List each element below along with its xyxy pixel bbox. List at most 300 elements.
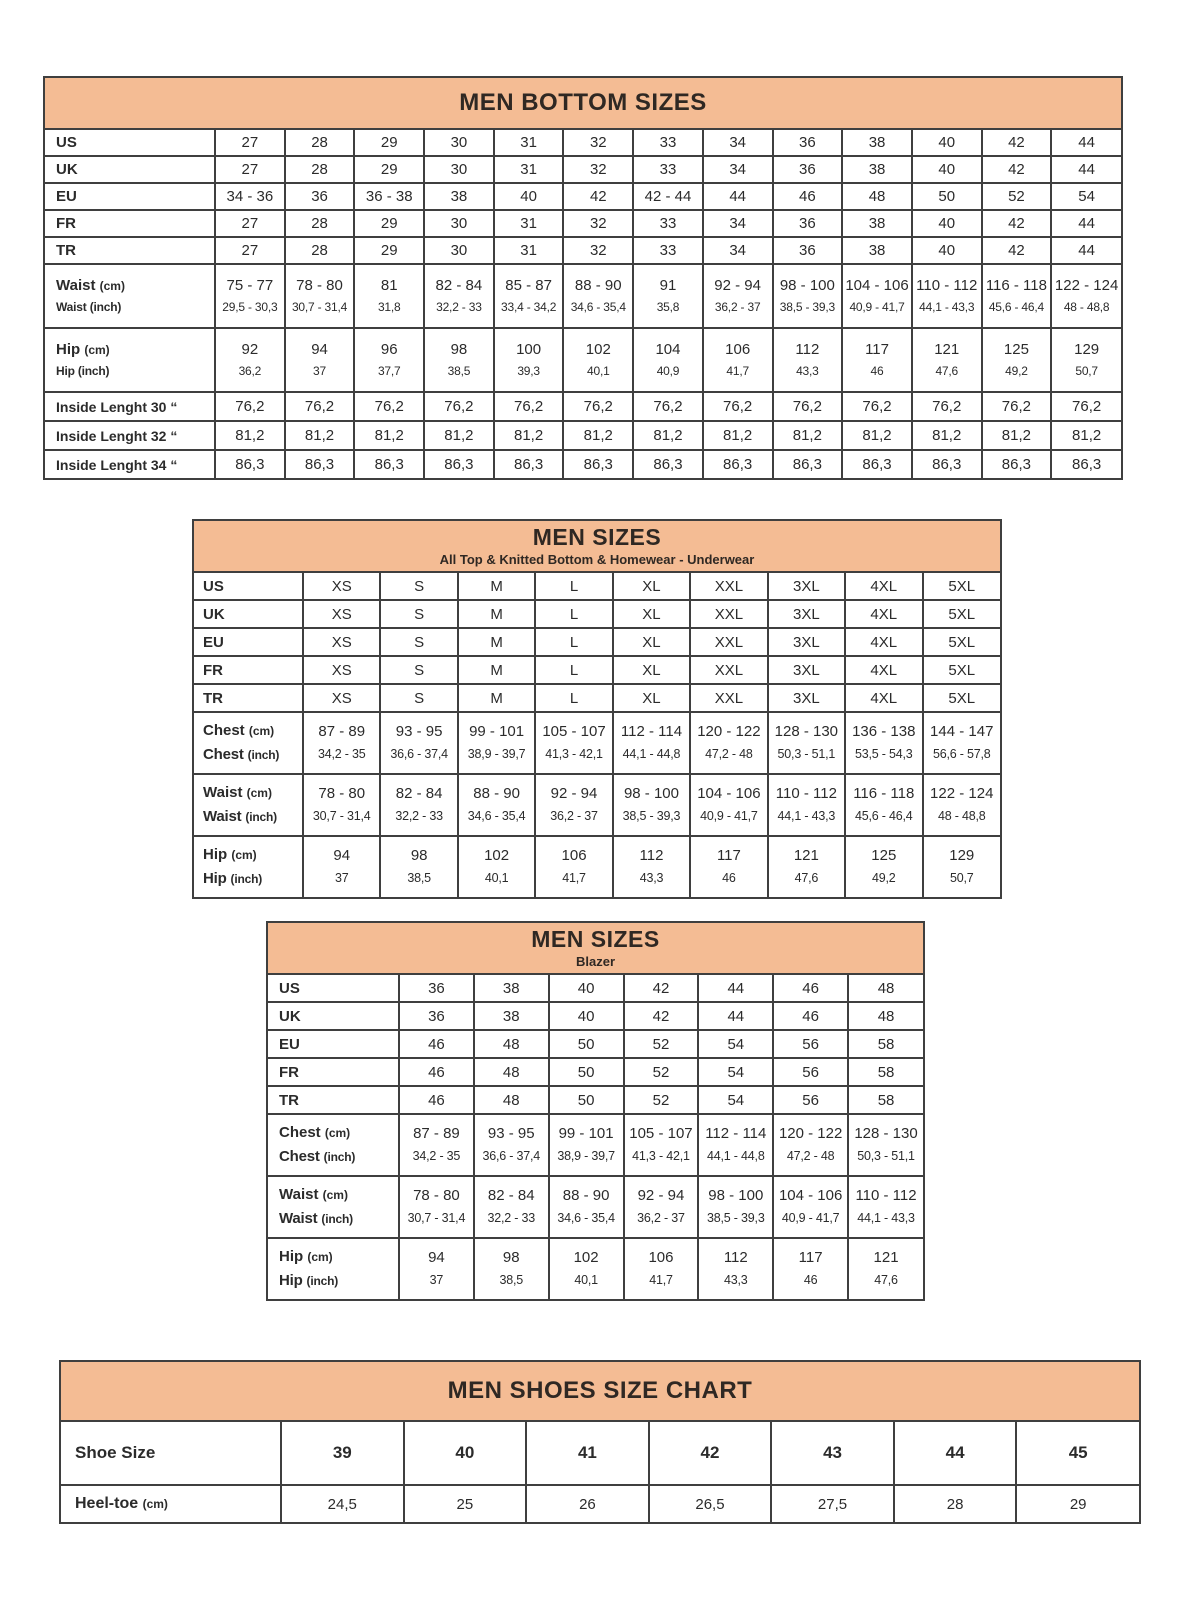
value-cm: 106: [648, 1249, 674, 1267]
size-cell: 34: [703, 237, 773, 264]
size-cell: 56: [773, 1086, 848, 1114]
size-cell: 81,2: [842, 421, 912, 450]
measure-cell: [633, 264, 703, 328]
table-header-band: [268, 923, 923, 975]
value-inch: 47,6: [874, 1272, 898, 1287]
table-row: [194, 774, 1000, 836]
size-cell: 76,2: [773, 392, 843, 421]
row-label: EU: [194, 628, 303, 656]
size-cell: 40: [494, 183, 564, 210]
table-row: [268, 1086, 923, 1114]
measure-cell: [563, 264, 633, 328]
size-cell: 44: [1051, 210, 1121, 237]
size-cell: L: [535, 656, 612, 684]
size-cell: 38: [842, 210, 912, 237]
size-cell: 46: [399, 1086, 474, 1114]
size-cell: 36: [773, 156, 843, 183]
size-cell: 34: [703, 210, 773, 237]
value-cm: 98 - 100: [623, 785, 679, 803]
size-cell: 81,2: [215, 421, 285, 450]
row-label: [268, 1238, 399, 1299]
unit-label: (inch): [306, 1273, 338, 1288]
measure-cell: [380, 774, 457, 836]
size-cell: 33: [633, 210, 703, 237]
size-cell: 3XL: [768, 600, 845, 628]
size-cell: 46: [773, 1002, 848, 1030]
measure-cell: [842, 328, 912, 392]
size-cell: 76,2: [1051, 392, 1121, 421]
size-cell: 40: [912, 156, 982, 183]
measure-cell: [982, 328, 1052, 392]
measure-cell: [842, 264, 912, 328]
measure-cell: [494, 264, 564, 328]
size-cell: 76,2: [563, 392, 633, 421]
size-cell: 40: [912, 130, 982, 156]
size-cell: 48: [474, 1030, 549, 1058]
size-cell: 44: [698, 1002, 773, 1030]
row-label: FR: [45, 210, 215, 237]
unit-label: (inch): [77, 364, 110, 379]
value-cm: 136 - 138: [852, 723, 916, 741]
size-cell: 42: [563, 183, 633, 210]
value-cm: 98: [410, 847, 428, 865]
value-inch: 43,3: [724, 1272, 748, 1287]
size-cell: 28: [894, 1485, 1017, 1522]
row-label: EU: [45, 183, 215, 210]
unit-label: (cm): [231, 848, 257, 862]
value-cm: 94: [428, 1249, 445, 1267]
table-row: [45, 421, 1121, 450]
table-row: [194, 836, 1000, 897]
size-cell: 29: [354, 237, 424, 264]
measure-cell: [773, 264, 843, 328]
value-cm: 121: [793, 847, 819, 865]
size-cell: 40: [912, 210, 982, 237]
size-cell: XXL: [690, 573, 767, 600]
value-inch: 38,9 - 39,7: [467, 746, 526, 761]
size-cell: 30: [424, 210, 494, 237]
size-cell: 4XL: [845, 628, 922, 656]
value-cm: 110 - 112: [916, 276, 978, 294]
value-cm: 102: [484, 847, 510, 865]
value-inch: 50,3 - 51,1: [857, 1148, 915, 1163]
value-cm: 94: [333, 847, 351, 865]
size-cell: S: [380, 628, 457, 656]
size-cell: 86,3: [1051, 450, 1121, 478]
value-cm: 92 - 94: [550, 785, 598, 803]
measure-cell: [923, 712, 1001, 774]
unit-label: (cm): [246, 786, 272, 800]
value-inch: 40,1: [587, 364, 610, 379]
row-label: UK: [268, 1002, 399, 1030]
size-cell: 86,3: [494, 450, 564, 478]
size-cell: 76,2: [215, 392, 285, 421]
size-cell: S: [380, 656, 457, 684]
size-cell: 33: [633, 156, 703, 183]
measure-cell: [549, 1238, 624, 1299]
value-inch: 47,6: [794, 870, 819, 885]
value-inch: 33,4 - 34,2: [501, 300, 557, 315]
row-label: Shoe Size: [61, 1422, 281, 1485]
size-cell: 86,3: [563, 450, 633, 478]
value-cm: 122 - 124: [1054, 276, 1119, 294]
measure-cell: [303, 836, 380, 897]
measure-cell: [458, 712, 535, 774]
size-cell: 48: [848, 1002, 923, 1030]
measure-cell: [474, 1114, 549, 1176]
value-inch: 34,6 - 35,4: [570, 300, 626, 315]
value-cm: 87 - 89: [413, 1125, 460, 1143]
value-cm: 112 - 114: [620, 723, 683, 741]
value-inch: 47,6: [935, 364, 958, 379]
value-inch: 38,5: [499, 1272, 524, 1287]
value-inch: 45,6 - 46,4: [854, 808, 913, 823]
measure-cell: [424, 264, 494, 328]
row-label: [45, 264, 215, 328]
size-cell: 3XL: [768, 573, 845, 600]
row-label: TR: [45, 237, 215, 264]
size-cell: 81,2: [912, 421, 982, 450]
table-row: [194, 600, 1000, 628]
value-cm: 93 - 95: [487, 1125, 535, 1143]
size-cell: XXL: [690, 628, 767, 656]
measure-cell: [563, 328, 633, 392]
size-cell: 28: [285, 237, 355, 264]
size-cell: 58: [848, 1058, 923, 1086]
size-cell: 44: [698, 975, 773, 1002]
measure-cell: [845, 712, 922, 774]
size-cell: 46: [399, 1058, 474, 1086]
size-cell: 30: [424, 237, 494, 264]
table-row: [45, 392, 1121, 421]
row-label: [268, 1114, 399, 1176]
row-label-inch: Hip (inch): [279, 1271, 338, 1289]
size-cell: 34: [703, 156, 773, 183]
size-cell: 81,2: [773, 421, 843, 450]
value-inch: 46: [870, 364, 884, 379]
value-inch: 40,1: [484, 870, 509, 885]
size-cell: 54: [698, 1086, 773, 1114]
size-cell: 41: [526, 1422, 649, 1485]
table-header-band: [194, 521, 1000, 573]
size-cell: 3XL: [768, 656, 845, 684]
value-inch: 31,8: [377, 300, 401, 315]
value-cm: 96: [380, 340, 398, 358]
value-cm: 102: [573, 1249, 599, 1267]
value-inch: 49,2: [1005, 364, 1028, 379]
measure-cell: [399, 1114, 474, 1176]
table-row: [268, 1238, 923, 1299]
size-cell: XL: [613, 573, 690, 600]
size-cell: 50: [549, 1058, 624, 1086]
size-cell: 76,2: [424, 392, 494, 421]
value-inch: 48 - 48,8: [1063, 300, 1110, 315]
measure-cell: [1051, 264, 1121, 328]
value-cm: 106: [561, 847, 587, 865]
size-cell: 36: [285, 183, 355, 210]
value-inch: 41,3 - 42,1: [545, 746, 603, 761]
table-title: MEN BOTTOM SIZES: [459, 89, 707, 117]
size-cell: 76,2: [982, 392, 1052, 421]
value-inch: 45,6 - 46,4: [988, 300, 1044, 315]
value-inch: 35,8: [656, 300, 680, 315]
value-cm: 117: [716, 847, 741, 865]
value-cm: 116 - 118: [853, 785, 915, 803]
value-cm: 94: [311, 340, 328, 358]
size-cell: 31: [494, 130, 564, 156]
size-cell: XL: [613, 600, 690, 628]
row-label-inch: Hip (inch): [203, 869, 262, 887]
size-cell: 86,3: [424, 450, 494, 478]
size-cell: XS: [303, 684, 380, 712]
size-cell: 34 - 36: [215, 183, 285, 210]
size-cell: 27: [215, 130, 285, 156]
value-cm: 98: [502, 1249, 520, 1267]
size-cell: XL: [613, 628, 690, 656]
size-cell: 39: [281, 1422, 404, 1485]
size-cell: L: [535, 573, 612, 600]
value-cm: 82 - 84: [395, 785, 443, 803]
value-cm: 88 - 90: [574, 276, 622, 294]
value-inch: 41,7: [649, 1272, 673, 1287]
value-inch: 37: [334, 870, 349, 885]
table-row: [45, 210, 1121, 237]
measure-cell: [303, 774, 380, 836]
measure-cell: [285, 328, 355, 392]
size-cell: 4XL: [845, 684, 922, 712]
size-cell: 81,2: [703, 421, 773, 450]
value-cm: 112: [639, 847, 664, 865]
measure-cell: [633, 328, 703, 392]
size-cell: 28: [285, 130, 355, 156]
value-cm: 85 - 87: [505, 276, 552, 294]
size-cell: M: [458, 628, 535, 656]
size-cell: 50: [912, 183, 982, 210]
size-cell: 52: [624, 1030, 699, 1058]
size-cell: 44: [1051, 237, 1121, 264]
value-inch: 34,6 - 35,4: [557, 1210, 615, 1225]
row-label-inch: Hip (inch): [56, 364, 110, 379]
size-cell: 40: [912, 237, 982, 264]
size-cell: XXL: [690, 656, 767, 684]
value-inch: 48 - 48,8: [937, 808, 986, 823]
value-inch: 44,1 - 43,3: [777, 808, 836, 823]
measure-cell: [494, 328, 564, 392]
measure-cell: [690, 712, 767, 774]
value-cm: 88 - 90: [473, 785, 520, 803]
size-cell: XL: [613, 684, 690, 712]
row-label: Heel-toe (cm): [61, 1485, 281, 1522]
value-inch: 37: [313, 364, 326, 379]
value-cm: 112: [795, 340, 820, 358]
size-cell: 38: [474, 975, 549, 1002]
size-cell: XS: [303, 656, 380, 684]
table-row: [268, 1030, 923, 1058]
size-cell: 54: [698, 1030, 773, 1058]
value-cm: 106: [725, 340, 751, 358]
table-row: [268, 1114, 923, 1176]
unit-label: (cm): [142, 1497, 168, 1511]
table-row: [45, 237, 1121, 264]
table-row: [194, 573, 1000, 600]
value-cm: 117: [865, 340, 889, 358]
size-cell: 52: [624, 1058, 699, 1086]
size-cell: 40: [549, 1002, 624, 1030]
size-cell: 86,3: [912, 450, 982, 478]
measure-cell: [982, 264, 1052, 328]
size-cell: 26: [526, 1485, 649, 1522]
row-label: [45, 328, 215, 392]
row-label: US: [194, 573, 303, 600]
value-cm: 92 - 94: [714, 276, 761, 294]
value-inch: 47,2 - 48: [786, 1148, 835, 1163]
size-cell: 29: [354, 210, 424, 237]
value-inch: 30,7 - 31,4: [312, 808, 371, 823]
value-cm: 144 - 147: [930, 723, 994, 741]
unit-label: (inch): [321, 1211, 353, 1226]
measure-cell: [624, 1238, 699, 1299]
table-row: [268, 1002, 923, 1030]
value-cm: 117: [798, 1249, 823, 1267]
size-cell: 86,3: [633, 450, 703, 478]
size-cell: 27,5: [771, 1485, 894, 1522]
value-inch: 46: [722, 870, 736, 885]
size-cell: 44: [894, 1422, 1017, 1485]
size-cell: S: [380, 600, 457, 628]
size-cell: 31: [494, 156, 564, 183]
value-inch: 56,6 - 57,8: [932, 746, 991, 761]
measure-cell: [768, 774, 845, 836]
measure-cell: [399, 1176, 474, 1238]
value-cm: 112 - 114: [705, 1125, 767, 1143]
value-cm: 104 - 106: [697, 785, 761, 803]
size-cell: 27: [215, 156, 285, 183]
value-inch: 38,5 - 39,3: [622, 808, 681, 823]
value-cm: 75 - 77: [226, 276, 274, 294]
size-cell: 58: [848, 1086, 923, 1114]
size-cell: 42: [649, 1422, 772, 1485]
table-row: [45, 264, 1121, 328]
value-inch: 32,2 - 33: [487, 1210, 536, 1225]
size-cell: 38: [842, 237, 912, 264]
value-inch: 53,5 - 54,3: [854, 746, 913, 761]
size-cell: M: [458, 573, 535, 600]
value-cm: 92: [241, 340, 259, 358]
size-cell: 5XL: [923, 628, 1001, 656]
men-sizes-blazer-table: [266, 921, 925, 1301]
measure-cell: [773, 1114, 848, 1176]
value-inch: 44,1 - 44,8: [622, 746, 681, 761]
value-cm: 87 - 89: [318, 723, 366, 741]
table-row: [45, 450, 1121, 478]
row-label-cm: Waist (cm): [203, 784, 272, 801]
table-row: [268, 1058, 923, 1086]
row-label: [268, 1176, 399, 1238]
size-cell: 76,2: [703, 392, 773, 421]
measure-cell: [215, 328, 285, 392]
measure-cell: [535, 774, 612, 836]
value-cm: 93 - 95: [395, 723, 443, 741]
value-cm: 112: [723, 1249, 748, 1267]
unit-label: (cm): [99, 278, 125, 293]
row-label-inch: Waist (inch): [203, 807, 277, 825]
unit-label: (cm): [307, 1250, 333, 1264]
size-cell: 4XL: [845, 573, 922, 600]
value-cm: 129: [949, 847, 975, 865]
row-label: EU: [268, 1030, 399, 1058]
row-label: Inside Lenght 32 “: [45, 421, 215, 450]
size-cell: 40: [549, 975, 624, 1002]
measure-cell: [474, 1238, 549, 1299]
measure-cell: [848, 1176, 923, 1238]
size-cell: 42: [624, 975, 699, 1002]
table-title: MEN SIZES: [532, 524, 662, 551]
size-cell: 4XL: [845, 600, 922, 628]
size-cell: 26,5: [649, 1485, 772, 1522]
value-inch: 43,3: [796, 364, 819, 379]
measure-cell: [912, 264, 982, 328]
value-inch: 50,3 - 51,1: [777, 746, 836, 761]
size-cell: 44: [703, 183, 773, 210]
size-cell: 48: [474, 1058, 549, 1086]
value-cm: 116 - 118: [985, 276, 1047, 294]
unit-label: (inch): [245, 809, 277, 824]
measure-cell: [535, 836, 612, 897]
row-label-cm: Hip (cm): [203, 846, 257, 863]
size-cell: 29: [1016, 1485, 1139, 1522]
table-row: [45, 156, 1121, 183]
value-cm: 128 - 130: [854, 1125, 918, 1143]
size-cell: L: [535, 628, 612, 656]
value-cm: 78 - 80: [318, 785, 366, 803]
row-label: FR: [194, 656, 303, 684]
table-row: [45, 183, 1121, 210]
measure-cell: [474, 1176, 549, 1238]
measure-cell: [354, 328, 424, 392]
measure-cell: [698, 1114, 773, 1176]
size-cell: 38: [424, 183, 494, 210]
size-cell: XXL: [690, 600, 767, 628]
size-cell: 33: [633, 130, 703, 156]
size-cell: 27: [215, 237, 285, 264]
measure-cell: [698, 1176, 773, 1238]
measure-cell: [380, 712, 457, 774]
men-sizes-tops-grid: [194, 573, 1000, 897]
value-cm: 78 - 80: [413, 1187, 460, 1205]
size-cell: 58: [848, 1030, 923, 1058]
table-row: [194, 712, 1000, 774]
size-cell: XS: [303, 573, 380, 600]
size-cell: 48: [848, 975, 923, 1002]
table-row: [268, 1176, 923, 1238]
value-cm: 102: [585, 340, 611, 358]
value-cm: 104 - 106: [778, 1187, 843, 1205]
value-cm: 125: [1003, 340, 1029, 358]
value-inch: 44,1 - 44,8: [707, 1148, 765, 1163]
value-inch: 50,7: [949, 870, 974, 885]
unit-label: (inch): [89, 300, 122, 315]
size-cell: 54: [1051, 183, 1121, 210]
size-cell: 30: [424, 130, 494, 156]
measure-cell: [613, 712, 690, 774]
size-cell: 50: [549, 1086, 624, 1114]
size-cell: 42: [982, 156, 1052, 183]
value-inch: 41,7: [726, 364, 749, 379]
row-label-cm: Waist (cm): [56, 276, 125, 294]
measure-cell: [773, 1176, 848, 1238]
size-cell: 25: [404, 1485, 527, 1522]
value-cm: 128 - 130: [774, 723, 839, 741]
